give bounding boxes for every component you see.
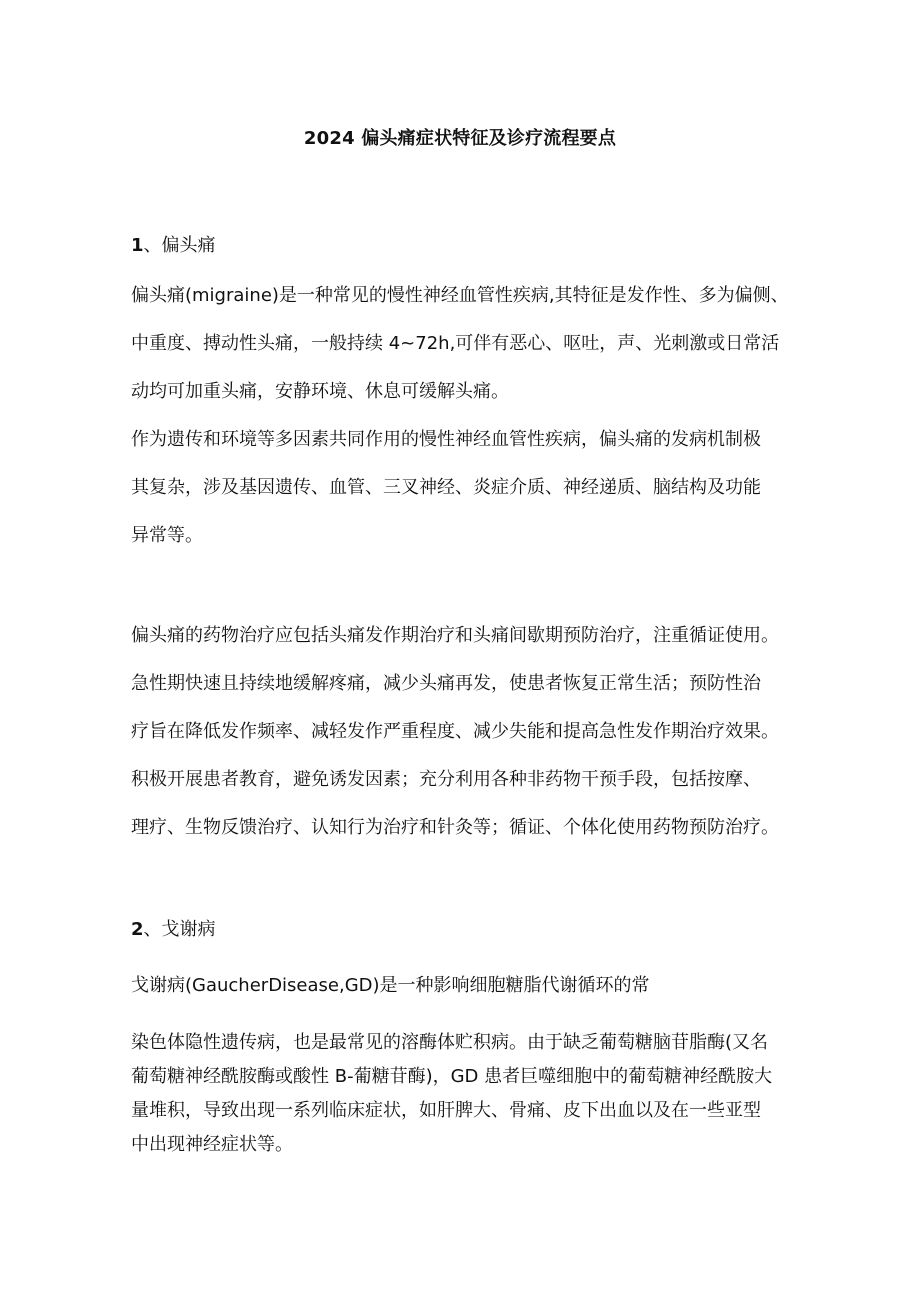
text-line: 作为遗传和环境等多因素共同作用的慢性神经血管性疾病，偏头痛的发病机制极 <box>131 429 761 450</box>
text-line: 急性期快速且持续地缓解疼痛，减少头痛再发，使患者恢复正常生活；预防性治 <box>131 673 761 694</box>
text-line: 偏头痛(migraine)是一种常见的慢性神经血管性疾病,其特征是发作性、多为偏侧、 <box>131 285 789 306</box>
text-line: 动均可加重头痛，安静环境、休息可缓解头痛。 <box>131 381 509 402</box>
text-line: 其复杂，涉及基因遗传、血管、三叉神经、炎症介质、神经递质、脑结构及功能 <box>131 477 761 498</box>
section-1-paragraph-1 <box>131 272 811 416</box>
section-2-number: 2 <box>131 919 144 940</box>
section-1-heading <box>131 233 216 259</box>
section-2-paragraph-2 <box>131 1026 811 1162</box>
section-2-paragraph-1 <box>131 962 811 1010</box>
section-2-label: 、戈谢病 <box>143 919 216 940</box>
text-line: 中重度、搏动性头痛，一般持续 4~72h,可伴有恶心、呕吐，声、光刺激或日常活 <box>131 333 780 354</box>
text-line: 葡萄糖神经酰胺酶或酸性 B-葡糖苷酶)，GD 患者巨噬细胞中的葡萄糖神经酰胺大 <box>131 1066 773 1087</box>
section-1-label: 、偏头痛 <box>143 235 216 256</box>
text-line: 戈谢病(GaucherDisease,GD)是一种影响细胞糖脂代谢循环的常 <box>131 975 650 996</box>
text-line: 量堆积，导致出现一系列临床症状，如肝脾大、骨痛、皮下出血以及在一些亚型 <box>131 1100 761 1121</box>
section-1-paragraph-3 <box>131 612 811 852</box>
document-title: 2024 偏头痛症状特征及诊疗流程要点 <box>303 128 617 149</box>
text-line: 疗旨在降低发作频率、减轻发作严重程度、减少失能和提高急性发作期治疗效果。 <box>131 721 779 742</box>
section-2-heading <box>131 917 216 943</box>
text-line: 理疗、生物反馈治疗、认知行为治疗和针灸等；循证、个体化使用药物预防治疗。 <box>131 817 779 838</box>
text-line: 异常等。 <box>131 525 203 546</box>
text-line: 偏头痛的药物治疗应包括头痛发作期治疗和头痛间歇期预防治疗，注重循证使用。 <box>131 625 779 646</box>
section-1-number: 1 <box>131 235 144 256</box>
text-line: 染色体隐性遗传病，也是最常见的溶酶体贮积病。由于缺乏葡萄糖脑苷脂酶(又名 <box>131 1032 769 1053</box>
text-line: 积极开展患者教育，避免诱发因素；充分利用各种非药物干预手段，包括按摩、 <box>131 769 761 790</box>
text-line: 中出现神经症状等。 <box>131 1134 293 1155</box>
section-1-paragraph-2 <box>131 416 811 560</box>
